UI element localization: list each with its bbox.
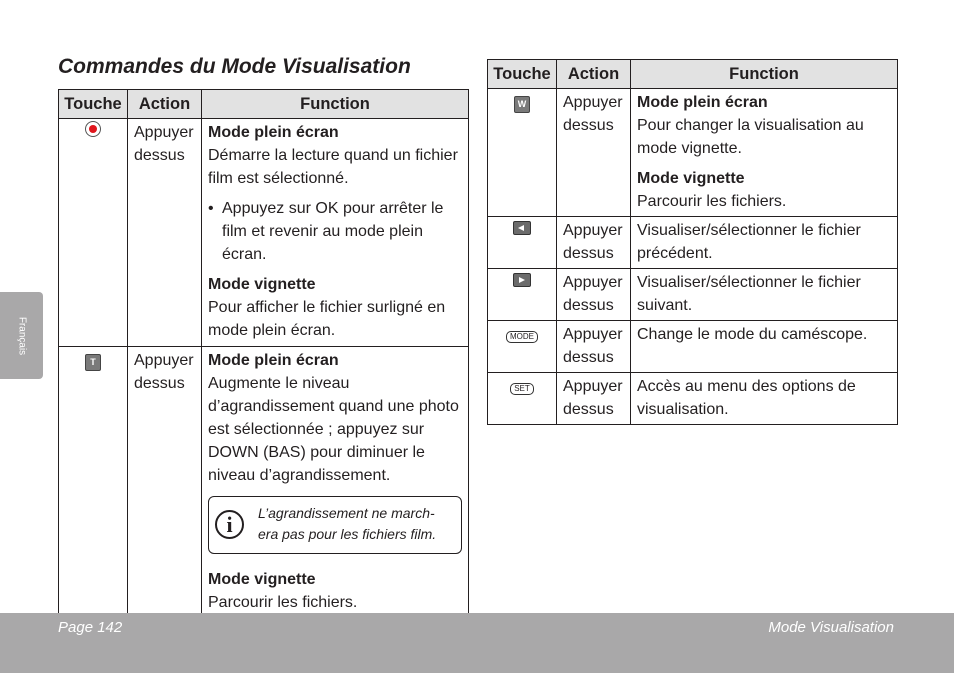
function-cell: Change le mode du caméscope. bbox=[631, 321, 898, 373]
key-cell bbox=[488, 269, 557, 321]
bullet-item: • Appuyez sur OK pour arrêter le film et revenir au mode plein écran. bbox=[208, 197, 462, 266]
action-cell: Appuyer dessus bbox=[128, 347, 202, 619]
key-cell bbox=[488, 373, 557, 425]
info-icon: i bbox=[215, 510, 244, 539]
section-name: Mode Visualisation bbox=[768, 619, 894, 636]
action-cell: Appuyer dessus bbox=[557, 321, 631, 373]
header-action: Action bbox=[557, 60, 631, 89]
header-touche: Touche bbox=[59, 90, 128, 119]
function-cell: Visualiser/sélectionner le fichier suivant. bbox=[631, 269, 898, 321]
zoom-w-button-icon: W bbox=[514, 96, 530, 113]
function-text: Parcourir les fichiers. bbox=[637, 193, 787, 210]
table-row bbox=[59, 347, 469, 619]
header-action: Action bbox=[128, 90, 202, 119]
table-row bbox=[59, 119, 469, 347]
function-text: Pour afficher le fichier surligné en mode plein écran. bbox=[208, 299, 446, 339]
function-cell bbox=[631, 89, 898, 217]
function-heading: Mode vignette bbox=[208, 571, 316, 588]
table-row bbox=[488, 269, 898, 321]
commands-table-right bbox=[487, 59, 898, 425]
function-cell bbox=[202, 347, 469, 619]
left-arrow-button-icon bbox=[513, 221, 531, 235]
right-arrow-button-icon bbox=[513, 273, 531, 287]
language-label: Français bbox=[16, 316, 27, 355]
table-row bbox=[488, 321, 898, 373]
action-cell: Appuyer dessus bbox=[557, 89, 631, 217]
page-footer bbox=[0, 613, 954, 673]
function-text: Parcourir les fichiers. bbox=[208, 594, 358, 611]
header-function: Function bbox=[631, 60, 898, 89]
function-cell: Visualiser/sélectionner le fichier précédent. bbox=[631, 217, 898, 269]
zoom-t-button-icon: T bbox=[85, 354, 101, 371]
function-text: Démarre la lecture quand un fichier film est sélectionné. bbox=[208, 147, 458, 187]
action-cell: Appuyer dessus bbox=[128, 119, 202, 347]
set-button-icon: SET bbox=[510, 383, 534, 395]
note-text: L’agrandissement ne march-era pas pour les fichiers film. bbox=[258, 505, 437, 542]
header-touche: Touche bbox=[488, 60, 557, 89]
language-side-tab bbox=[0, 292, 43, 379]
key-cell bbox=[488, 321, 557, 373]
info-note bbox=[208, 496, 462, 554]
function-cell: Accès au menu des options de visualisation. bbox=[631, 373, 898, 425]
function-heading: Mode plein écran bbox=[208, 352, 339, 369]
function-heading: Mode plein écran bbox=[208, 124, 339, 141]
key-cell bbox=[488, 217, 557, 269]
key-cell bbox=[488, 89, 557, 217]
action-cell: Appuyer dessus bbox=[557, 373, 631, 425]
function-heading: Mode vignette bbox=[637, 170, 745, 187]
table-row bbox=[488, 217, 898, 269]
function-heading: Mode plein écran bbox=[637, 94, 768, 111]
mode-button-icon: MODE bbox=[506, 331, 538, 343]
key-cell bbox=[59, 119, 128, 347]
function-text: Augmente le niveau d’agrandissement quand une photo est sélectionnée ; appuyez sur DOWN (BAS) pour diminuer le niveau d’agrandissement. bbox=[208, 375, 459, 484]
function-heading: Mode vignette bbox=[208, 276, 316, 293]
table-row bbox=[488, 89, 898, 217]
function-cell bbox=[202, 119, 469, 347]
commands-table-left bbox=[58, 89, 469, 619]
action-cell: Appuyer dessus bbox=[557, 269, 631, 321]
action-cell: Appuyer dessus bbox=[557, 217, 631, 269]
header-function: Function bbox=[202, 90, 469, 119]
table-header-row bbox=[59, 90, 469, 119]
key-cell bbox=[59, 347, 128, 619]
function-text: Pour changer la visualisation au mode vignette. bbox=[637, 117, 864, 157]
page-number: Page 142 bbox=[58, 619, 123, 636]
table-row bbox=[488, 373, 898, 425]
page-title: Commandes du Mode Visualisation bbox=[58, 55, 411, 78]
table-header-row bbox=[488, 60, 898, 89]
record-button-icon bbox=[85, 121, 101, 137]
